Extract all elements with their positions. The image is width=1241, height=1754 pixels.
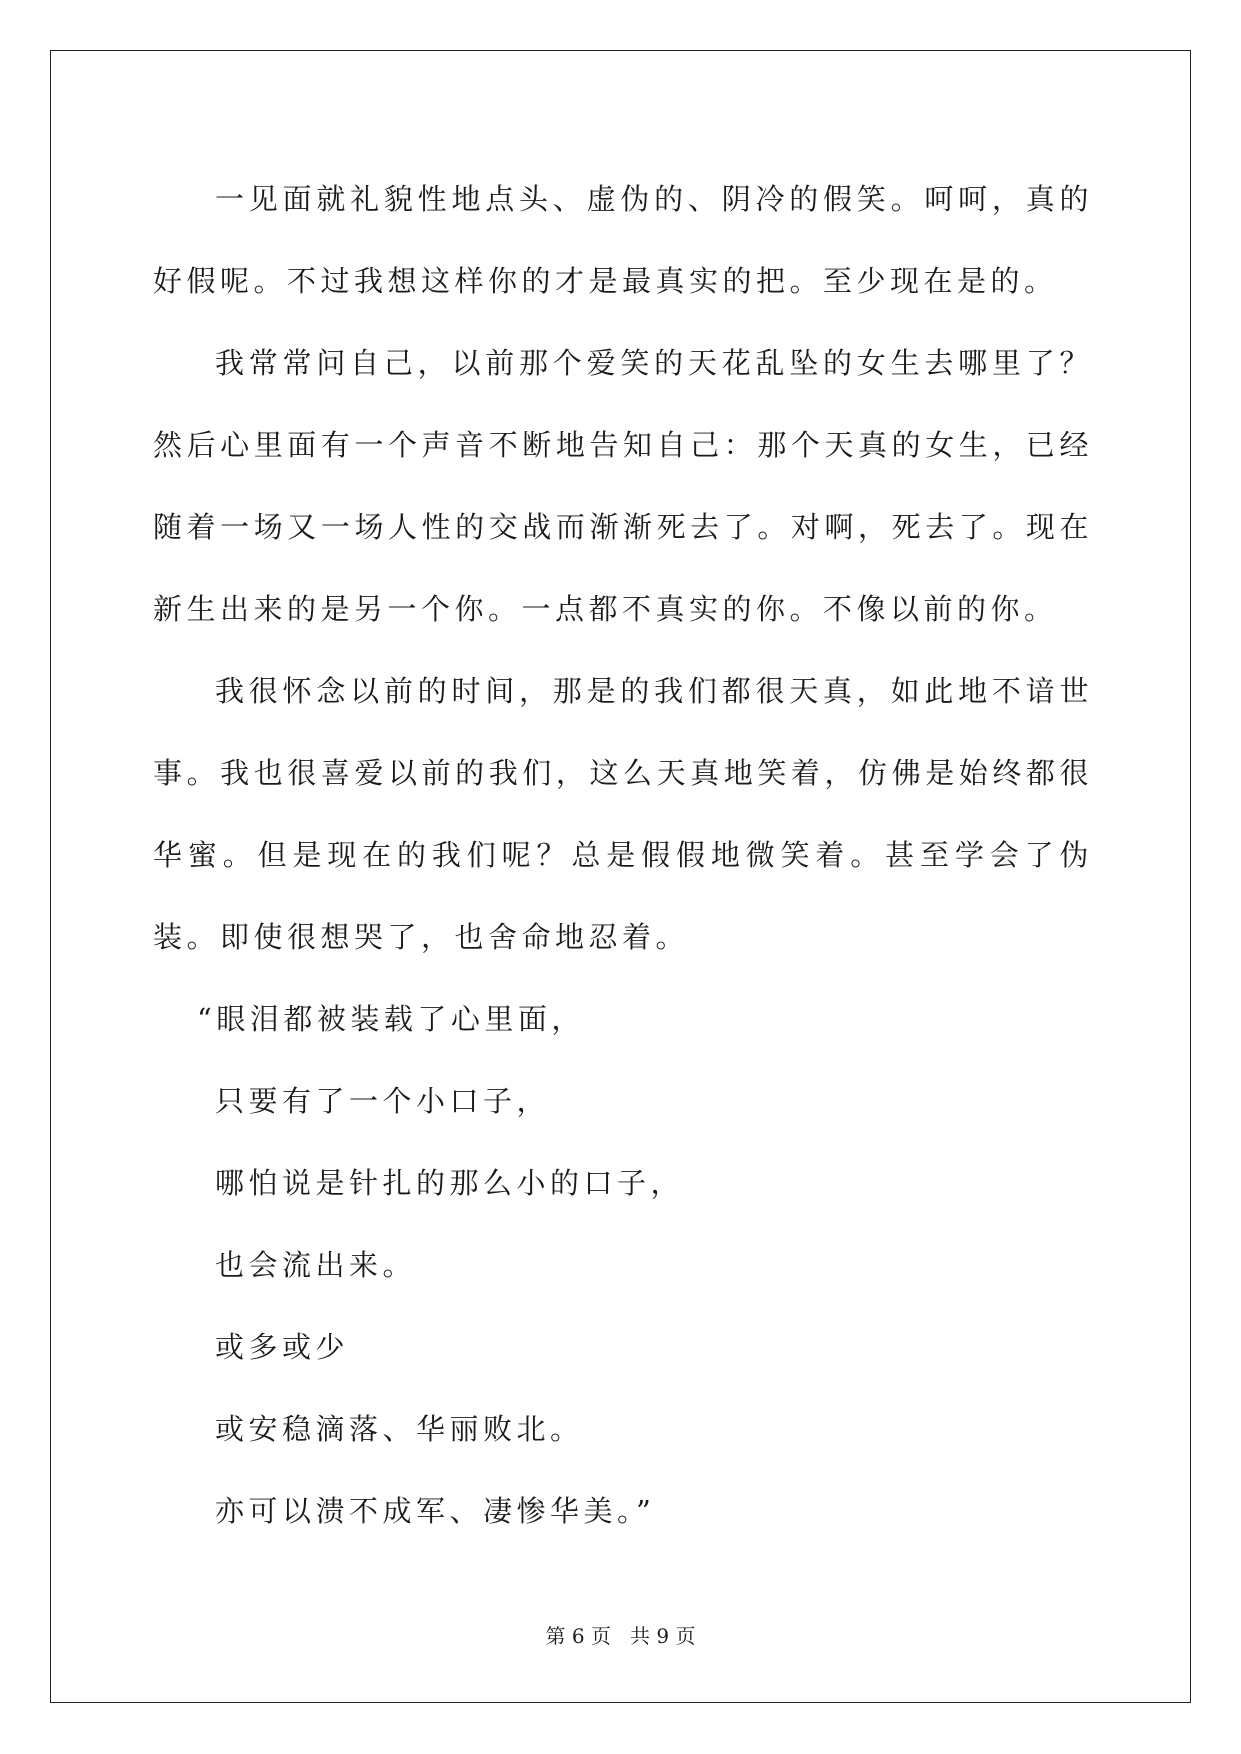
poem-line-1: “眼泪都被装载了心里面，: [197, 1002, 585, 1036]
page-number-footer: 第 6 页 共 9 页: [545, 1624, 696, 1648]
document-body: [153, 158, 1093, 1552]
poem-line-4: 也会流出来。: [215, 1248, 417, 1282]
paragraph-3: 我很怀念以前的时间，那是的我们都很天真，如此地不谙世事。我也很喜爱以前的我们，这么天真地笑着，仿佛是始终都很华蜜。但是现在的我们呢？总是假假地微笑着。甚至学会了伪装。即使很想哭了，也舍命地忍着。: [153, 674, 1093, 954]
paragraph-1: 一见面就礼貌性地点头、虚伪的、阴冷的假笑。呵呵，真的好假呢。不过我想这样你的才是最真实的把。至少现在是的。: [153, 182, 1093, 298]
paragraph-2: 我常常问自己，以前那个爱笑的天花乱坠的女生去哪里了？然后心里面有一个声音不断地告知自己：那个天真的女生，已经随着一场又一场人性的交战而渐渐死去了。对啊，死去了。现在新生出来的是另一个你。一点都不真实的你。不像以前的你。: [153, 346, 1093, 626]
poem-line-3: 哪怕说是针扎的那么小的口子，: [215, 1166, 685, 1200]
poem-line-2: 只要有了一个小口子，: [215, 1084, 551, 1118]
poem-line-6: 或安稳滴落、华丽败北。: [215, 1412, 584, 1446]
poem-line-5: 或多或少: [215, 1330, 350, 1364]
poem-line-7: 亦可以溃不成军、凄惨华美。”: [215, 1494, 656, 1528]
